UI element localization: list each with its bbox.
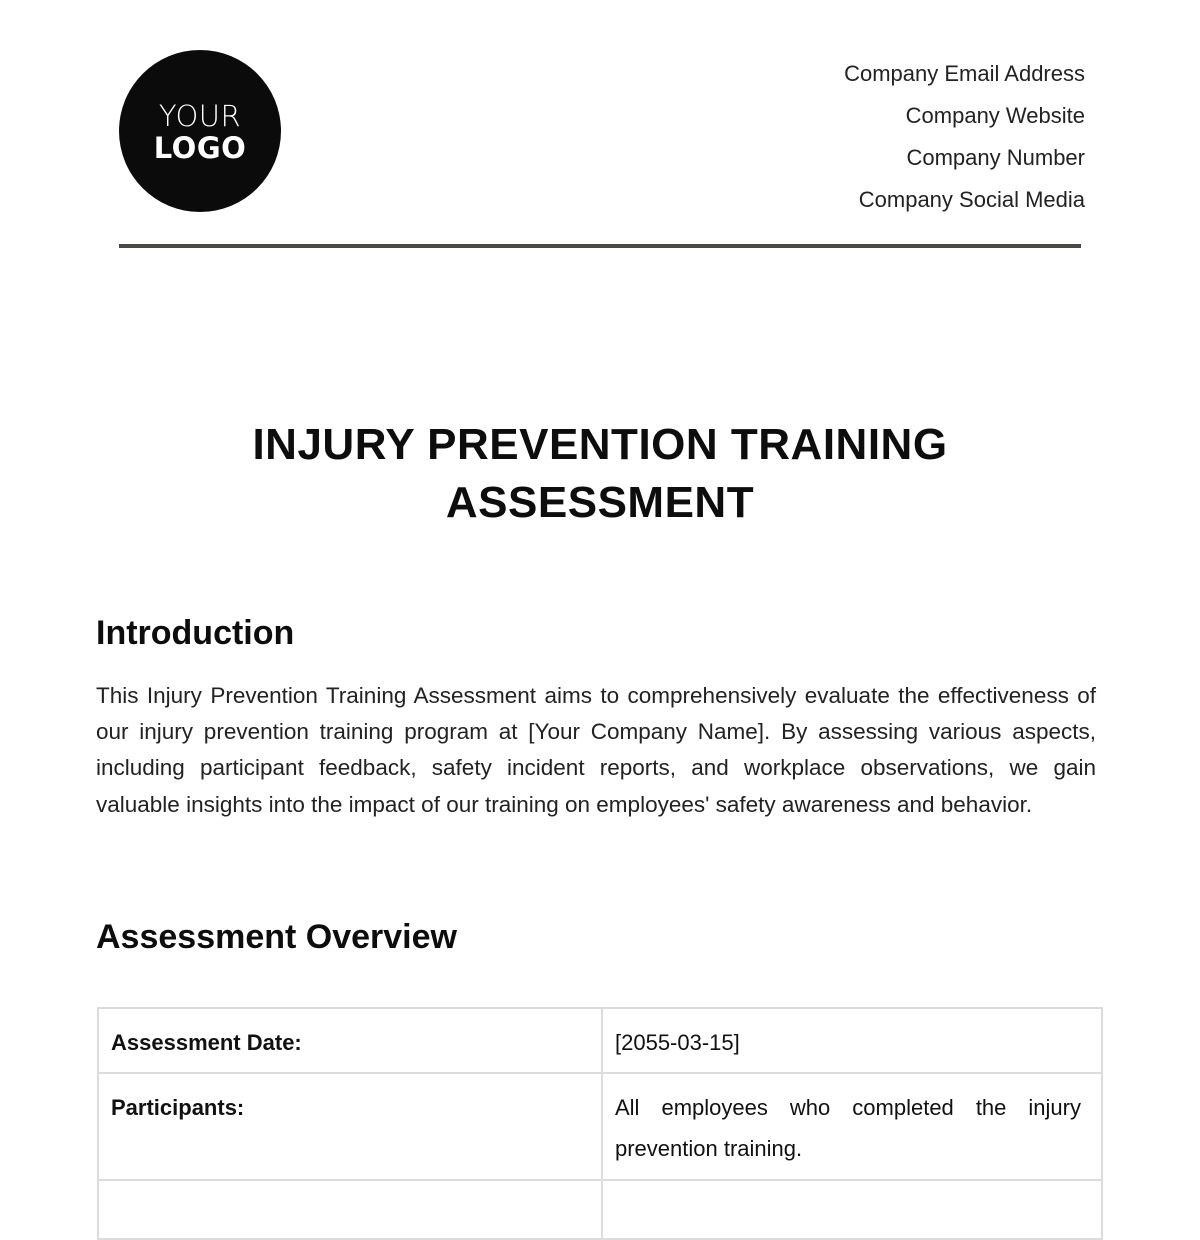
table-cell-label: [98, 1180, 602, 1239]
table-row: [98, 1008, 1102, 1073]
introduction-paragraph: This Injury Prevention Training Assessment aims to comprehensively evaluate the effectiveness of our injury prevention training program at [Your Company Name]. By assessing various aspects, including participant feedback, safety incident reports, and workplace observations, we gain valuable insights into the impact of our training on employees' safety awareness and behavior.: [96, 683, 1096, 817]
company-website: Company Website: [905, 103, 1085, 128]
participants-label: Participants:: [98, 1073, 602, 1180]
logo-line-2: LOGO: [153, 130, 247, 165]
assessment-date-label: Assessment Date:: [98, 1008, 602, 1073]
introduction-heading: Introduction: [96, 614, 295, 652]
document-title-line-1: INJURY PREVENTION TRAINING: [252, 420, 948, 469]
company-social-media: Company Social Media: [858, 187, 1085, 212]
assessment-date-value: [2055-03-15]: [602, 1008, 1102, 1073]
document-title: [0, 416, 1200, 532]
document-title-line-2: ASSESSMENT: [445, 478, 755, 527]
company-contact-block: [844, 53, 1085, 221]
company-email: Company Email Address: [844, 61, 1085, 86]
company-number: Company Number: [906, 145, 1085, 170]
assessment-overview-table: [97, 1007, 1103, 1240]
table-cell-value: [602, 1180, 1102, 1239]
logo-line-1: YOUR: [158, 98, 242, 133]
participants-value: All employees who completed the injury prevention training.: [602, 1073, 1102, 1180]
company-logo: [119, 50, 281, 212]
assessment-overview-heading: Assessment Overview: [96, 918, 457, 956]
table-row: [98, 1180, 1102, 1239]
header-divider: [119, 244, 1081, 248]
table-row: [98, 1073, 1102, 1180]
